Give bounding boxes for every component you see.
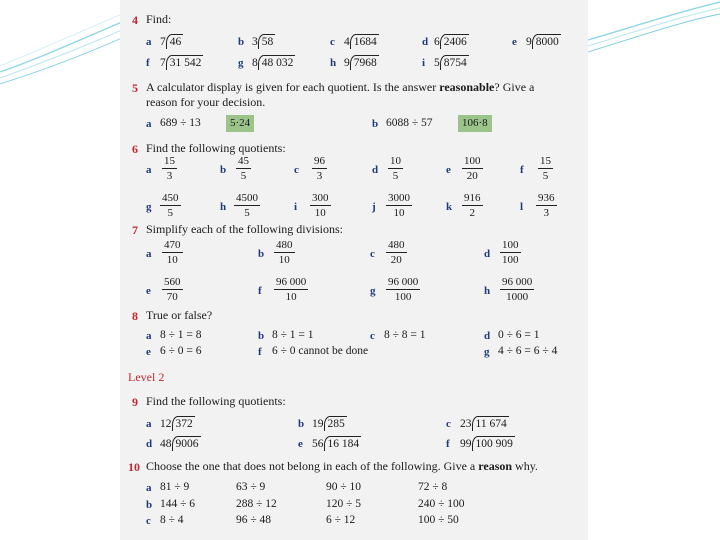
question-number-7: 7 [132,223,138,237]
q6-fraction-k: $\frac{916}{2}$ [464,192,481,219]
q6-fraction-h: $\frac{4500}{5}$ [236,192,258,219]
q8-item-a: 8 ÷ 1 = 8 [160,329,202,341]
q10-c-option-3: 6 ÷ 12 [326,514,356,526]
q9-item-c: 23 11 674 [460,418,507,430]
q7-fraction-c: $\frac{480}{20}$ [388,239,405,266]
q6-label-i: i [294,201,298,213]
q9-label-a: a [146,418,152,430]
q4-item-d: 6 2406 [434,36,467,48]
q6-label-b: b [220,164,227,176]
q7-fraction-g: $\frac{96 000}{100}$ [388,276,419,303]
question-number-9: 9 [132,395,138,409]
question-number-5: 5 [132,81,138,95]
q4-label-b: b [238,36,245,48]
q7-label-a: a [146,248,152,260]
q9-label-b: b [298,418,305,430]
q9-label-c: c [446,418,451,430]
q4-item-c: 4 1684 [344,36,377,48]
q7-fraction-e: $\frac{560}{70}$ [164,276,181,303]
q10-a-option-3: 90 ÷ 10 [326,481,362,493]
q7-label-b: b [258,248,265,260]
q6-fraction-c: $\frac{96}{3}$ [314,155,325,182]
question-number-6: 6 [132,142,138,156]
q10-label-b: b [146,499,153,511]
q8-item-e: 6 ÷ 0 = 6 [160,345,202,357]
q10-c-option-2: 96 ÷ 48 [236,514,272,526]
q7-label-d: d [484,248,491,260]
question-6-stem: Find the following quotients: [146,141,286,155]
q9-item-d: 48 9006 [160,438,199,450]
q5-item-b-expression: 6088 ÷ 57 [386,117,433,129]
q4-label-c: c [330,36,335,48]
q4-item-a: 7 46 [160,36,182,48]
q4-item-g: 8 48 032 [252,57,294,69]
q6-fraction-g: $\frac{450}{5}$ [162,192,179,219]
q6-fraction-b: $\frac{45}{5}$ [238,155,249,182]
q10-b-option-2: 288 ÷ 12 [236,498,277,510]
q4-label-d: d [422,36,429,48]
q6-fraction-f: $\frac{15}{5}$ [540,155,551,182]
q6-fraction-a: $\frac{15}{3}$ [164,155,175,182]
q8-item-d: 0 ÷ 6 = 1 [498,329,540,341]
q8-label-e: e [146,346,151,358]
q9-item-f: 99 100 909 [460,438,513,450]
q10-c-option-1: 8 ÷ 4 [160,514,184,526]
question-number-4: 4 [132,13,138,27]
q6-label-e: e [446,164,451,176]
q10-a-option-2: 63 ÷ 9 [236,481,266,493]
q7-fraction-f: $\frac{96 000}{10}$ [276,276,307,303]
q8-label-b: b [258,330,265,342]
q4-label-e: e [512,36,517,48]
q4-label-i: i [422,57,426,69]
q6-label-d: d [372,164,379,176]
q7-label-h: h [484,285,491,297]
question-8-stem: True or false? [146,308,213,322]
question-9-stem: Find the following quotients: [146,394,286,408]
question-7-stem: Simplify each of the following divisions: [146,222,343,236]
q6-fraction-e: $\frac{100}{20}$ [464,155,481,182]
q7-label-g: g [370,285,376,297]
q8-label-a: a [146,330,152,342]
q9-label-e: e [298,438,303,450]
question-number-10: 10 [128,460,140,474]
q4-item-f: 7 31 542 [160,57,202,69]
q7-fraction-d: $\frac{100}{100}$ [502,239,519,266]
q6-label-j: j [372,201,376,213]
q10-a-option-4: 72 ÷ 8 [418,481,448,493]
q10-b-option-3: 120 ÷ 5 [326,498,362,510]
q7-fraction-a: $\frac{470}{10}$ [164,239,181,266]
q4-item-i: 5 8754 [434,57,467,69]
q9-label-f: f [446,438,450,450]
q8-item-c: 8 ÷ 8 = 1 [384,329,426,341]
q4-item-b: 3 58 [252,36,274,48]
q7-fraction-h: $\frac{96 000}{1000}$ [502,276,533,303]
q6-label-f: f [520,164,524,176]
q5-label-b: b [372,118,379,130]
q6-fraction-j: $\frac{3000}{10}$ [388,192,410,219]
q6-fraction-i: $\frac{300}{10}$ [312,192,329,219]
q6-label-c: c [294,164,299,176]
q8-item-g: 4 ÷ 6 = 6 ÷ 4 [498,345,558,357]
q6-label-h: h [220,201,227,213]
question-5-stem: A calculator display is given for each quotient. Is the answer reasonable? Give a reason for your decision. [146,80,535,109]
q8-label-f: f [258,346,262,358]
q9-label-d: d [146,438,153,450]
q5-item-b-calculator-display: 106·8 [458,115,492,132]
q10-b-option-4: 240 ÷ 100 [418,498,465,510]
q10-a-option-1: 81 ÷ 9 [160,481,190,493]
q5-item-a-calculator-display: 5·24 [226,115,254,132]
q4-label-a: a [146,36,152,48]
q5-label-a: a [146,118,152,130]
q8-label-c: c [370,330,375,342]
q8-label-g: g [484,346,490,358]
textbook-page [120,0,588,540]
q7-label-e: e [146,285,151,297]
q4-label-h: h [330,57,337,69]
q7-label-f: f [258,285,262,297]
q8-label-d: d [484,330,491,342]
q9-item-b: 19 285 [312,418,345,430]
q6-fraction-d: $\frac{10}{5}$ [390,155,401,182]
q4-label-f: f [146,57,150,69]
q8-item-b: 8 ÷ 1 = 1 [272,329,314,341]
q7-fraction-b: $\frac{480}{10}$ [276,239,293,266]
q4-item-e: 9 8000 [526,36,559,48]
question-4-stem: Find: [146,12,172,26]
q6-fraction-l: $\frac{936}{3}$ [538,192,555,219]
q7-label-c: c [370,248,375,260]
q5-item-a-expression: 689 ÷ 13 [160,117,201,129]
q8-item-f: 6 ÷ 0 cannot be done [272,345,369,357]
q4-item-h: 9 7968 [344,57,377,69]
q6-label-k: k [446,201,453,213]
q9-item-a: 12 372 [160,418,193,430]
q6-label-g: g [146,201,152,213]
q10-b-option-1: 144 ÷ 6 [160,498,196,510]
q4-label-g: g [238,57,244,69]
question-10-stem: Choose the one that does not belong in each of the following. Give a reason why. [146,459,538,473]
q10-c-option-4: 100 ÷ 50 [418,514,459,526]
q6-label-a: a [146,164,152,176]
q9-item-e: 56 16 184 [312,438,360,450]
level-heading: Level 2 [128,370,165,384]
q10-label-a: a [146,482,152,494]
q10-label-c: c [146,515,151,527]
question-number-8: 8 [132,309,138,323]
q6-label-l: l [520,201,524,213]
